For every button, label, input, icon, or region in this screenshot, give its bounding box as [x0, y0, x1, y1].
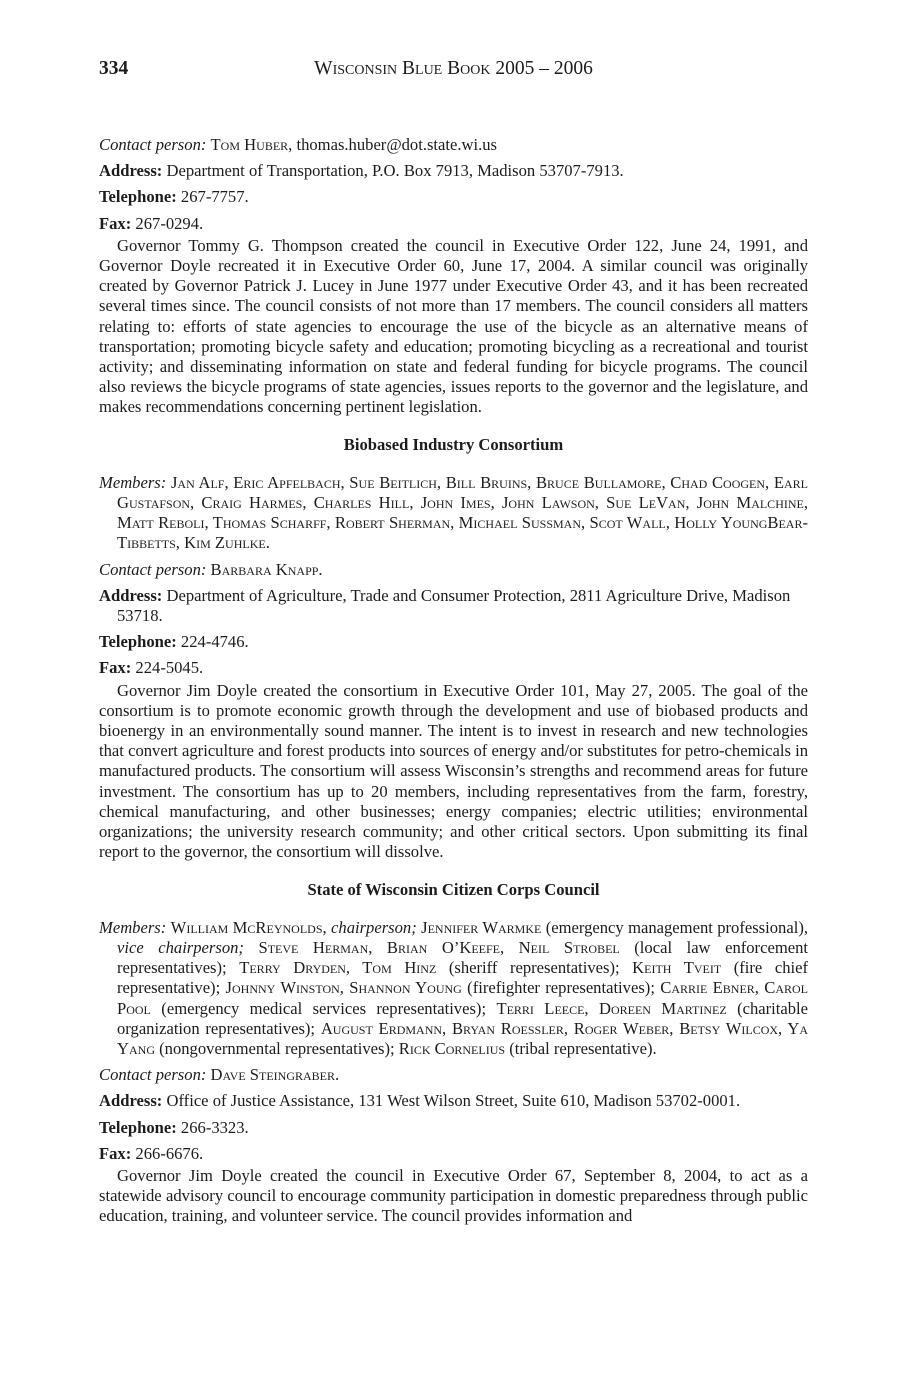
page-number: 334 [99, 58, 129, 79]
members-list: Jan Alf, Eric Apfelbach, Sue Beitlich, Bill Bruins, Bruce Bullamore, Chad Coogen, Earl Gustafson, Craig Harmes, Charles Hill, John Imes, John Lawson, Sue LeVan, John Malchine, Matt Reboli, Thomas Scharff, Robert Sherman, Michael Sussman, Scot Wall, Holly YoungBear-Tibbetts, Kim Zuhlke. [117, 472, 808, 553]
bicycle-contact [99, 135, 808, 155]
member-role: chairperson; [331, 917, 417, 937]
member-note: (firefighter representatives); [467, 978, 655, 998]
member-name: Keith Tveit [632, 958, 722, 978]
contact-name: Barbara Knapp. [210, 559, 323, 579]
member-name: Rick Cornelius [398, 1038, 506, 1058]
member-name: Carrie Ebner, Carol Pool [117, 978, 809, 1018]
telephone-value: 224-4746. [180, 632, 249, 652]
page-content [99, 135, 808, 1227]
fax-label: Fax: [99, 1143, 132, 1163]
biobased-telephone [99, 632, 808, 652]
fax-value: 267-0294. [135, 213, 204, 233]
address-label: Address: [99, 161, 163, 181]
citizen-corps-members [99, 918, 808, 1059]
address-label: Address: [99, 1091, 163, 1111]
bicycle-telephone [99, 187, 808, 207]
fax-value: 224-5045. [135, 658, 204, 678]
biobased-contact [99, 560, 808, 580]
member-name: August Erdmann, Bryan Roessler, Roger Weber, Betsy Wilcox, Ya Yang [117, 1018, 808, 1058]
contact-name: Tom Huber, [210, 135, 293, 154]
contact-label: Contact person: [99, 135, 207, 154]
member-note: (tribal representative). [509, 1038, 657, 1058]
citizen-corps-description: Governor Jim Doyle created the council in Executive Order 67, September 8, 2004, to act as a statewide advisory council to encourage community participation in domestic preparedness through public education, training, and volunteer service. The council provides information and [99, 1165, 808, 1226]
biobased-heading: Biobased Industry Consortium [343, 434, 564, 454]
bicycle-description: Governor Tommy G. Thompson created the council in Executive Order 122, June 24, 1991, and Governor Doyle recreated it in Executive Order 60, June 17, 2004. A similar council was originally created by Governor Patrick J. Lucey in June 1977 under Executive Order 43, and it has been recreated several times since. The council consists of not more than 17 members. The council considers all matters relating to: efforts of state agencies to encourage the use of the bicycle as an alternative means of transportation; promoting bicycle safety and education; promoting bicycling as a recreational and tourist activity; and disseminating information on state and federal funding for bicycle programs. The council also reviews the bicycle programs of state agencies, issues reports to the governor and the legislature, and makes recommendations concerning pertinent legislation. [99, 235, 808, 417]
biobased-address [99, 586, 808, 626]
address-value: Office of Justice Assistance, 131 West Wilson Street, Suite 610, Madison 53702-0001. [166, 1091, 741, 1111]
page-header [99, 58, 808, 84]
bicycle-fax [99, 214, 808, 234]
member-name: Johnny Winston, Shannon Young [225, 978, 462, 998]
citizen-corps-contact [99, 1065, 808, 1085]
member-role: vice chairperson; [117, 937, 244, 957]
member-note: (charitable organization representatives); [117, 998, 809, 1038]
member-name: Terri Leece, Doreen Martinez [496, 998, 727, 1018]
bicycle-address [99, 161, 808, 181]
telephone-value: 267-7757. [180, 187, 249, 207]
members-label: Members: [99, 472, 167, 492]
running-title: Wisconsin Blue Book 2005 – 2006 [314, 58, 593, 79]
member-name: Terry Dryden, Tom Hinz [239, 958, 437, 978]
member-name: Jennifer Warmke [421, 917, 542, 937]
telephone-label: Telephone: [99, 632, 177, 652]
member-note: (emergency management professional), [545, 917, 808, 937]
telephone-value: 266-3323. [180, 1117, 249, 1137]
telephone-label: Telephone: [99, 187, 177, 207]
member-note: (nongovernmental representatives); [159, 1038, 395, 1058]
biobased-description: Governor Jim Doyle created the consortium in Executive Order 101, May 27, 2005. The goal of the consortium is to promote economic growth through the development and use of biobased products and bioenergy in an environmentally sound manner. The intent is to invest in research and new technologies that convert agriculture and forest products into sources of energy and/or substitutes for petro-chemicals in manufactured products. The consortium will assess Wisconsin’s strengths and recommend areas for future investment. The consortium has up to 20 members, including representatives from the farm, forestry, chemical manufacturing, and other businesses; energy companies; electric utilities; environmental organizations; the university research community; and other critical sectors. Upon submitting its final report to the governor, the consortium will dissolve. [99, 680, 808, 862]
contact-email: thomas.huber@dot.state.wi.us [296, 135, 498, 154]
citizen-corps-heading: State of Wisconsin Citizen Corps Council [307, 879, 600, 899]
address-value: Department of Transportation, P.O. Box 7913, Madison 53707-7913. [166, 161, 624, 181]
contact-name: Dave Steingraber. [210, 1065, 340, 1085]
members-label: Members: [99, 917, 167, 937]
member-name: William McReynolds, [170, 917, 327, 937]
member-note: (sheriff representatives); [448, 958, 620, 978]
address-label: Address: [99, 585, 163, 605]
contact-label: Contact person: [99, 1065, 207, 1085]
fax-value: 266-6676. [135, 1143, 204, 1163]
citizen-corps-telephone [99, 1118, 808, 1138]
telephone-label: Telephone: [99, 1117, 177, 1137]
member-note: (local law enforcement representatives); [117, 937, 808, 978]
member-note: (emergency medical services representatives); [161, 998, 487, 1018]
fax-label: Fax: [99, 658, 132, 678]
citizen-corps-address [99, 1091, 808, 1111]
member-name: Steve Herman, Brian O’Keefe, Neil Strobel [258, 937, 620, 957]
contact-label: Contact person: [99, 559, 207, 579]
address-value: Department of Agriculture, Trade and Consumer Protection, 2811 Agriculture Drive, Madison 53718. [117, 585, 791, 626]
member-note: (fire chief representative); [117, 958, 808, 998]
citizen-corps-fax [99, 1144, 808, 1164]
biobased-fax [99, 658, 808, 678]
fax-label: Fax: [99, 213, 132, 233]
biobased-members [99, 473, 808, 554]
